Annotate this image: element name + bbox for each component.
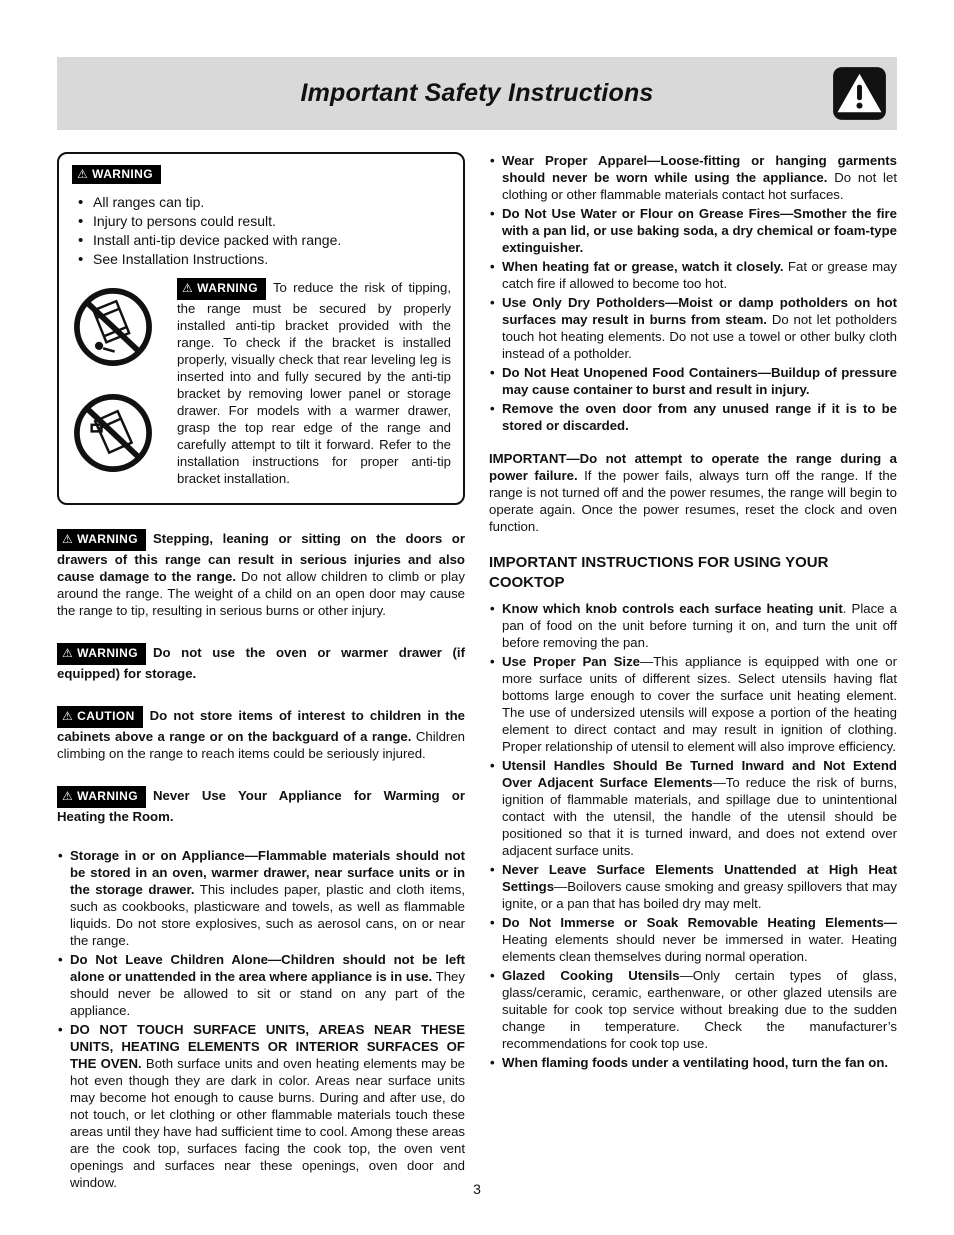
list-item xyxy=(489,914,897,965)
badge-label: WARNING xyxy=(197,281,258,295)
cooktop-section-heading: IMPORTANT INSTRUCTIONS FOR USING YOUR COOKTOP xyxy=(489,554,829,591)
notice-bold-text: Glazed Cooking Utensils xyxy=(502,968,680,983)
notice-bold-text: Storage in or on Appliance—Flammable materials should not be stored in an oven, warmer drawer, near surface units or in the storage drawer. xyxy=(70,848,465,897)
badge-label: WARNING xyxy=(77,532,138,546)
notice-bold-text: Do not store items of interest to children in the cabinets above a range or on the backguard of a range. xyxy=(57,708,465,744)
tip-over-hazard-icon-1 xyxy=(72,286,154,368)
list-item xyxy=(489,757,897,859)
notice-body-text: —To reduce the risk of burns, ignition of flammable materials, and spillage due to unintentional contact with the utensil, the handle of the utensil should be positioned so that it is turned inward, and does not extend over adjacent surface units. xyxy=(502,775,897,858)
notice-body-text: Heating elements should never be immersed in water. Heating elements clean themselves during normal operation. xyxy=(502,932,897,964)
warning-triangle-icon: ⚠ xyxy=(182,281,194,295)
notice-body-text: —This appliance is equipped with one or more surface units of different sizes. Select utensils having flat bottoms large enough to cover the surface unit heating element. The use of undersized utensils will expose a portion of the heating element to direct contact and may result in ignition of clothing. Proper relationship of utensil to element will also improve efficiency. xyxy=(502,654,897,754)
important-note xyxy=(489,450,897,535)
notice-bold-text: Use Only Dry Potholders—Moist or damp potholders on hot surfaces may result in burns from steam. xyxy=(502,295,897,327)
list-item xyxy=(489,400,897,434)
list-item xyxy=(489,294,897,362)
cooktop-bullet-list xyxy=(489,600,897,1071)
notice-bold-text: Never Leave Surface Elements Unattended at High Heat Settings xyxy=(502,862,897,894)
list-item xyxy=(489,861,897,912)
warning-badge xyxy=(72,165,161,184)
notice-bold-text: Do Not Leave Children Alone—Children should not be left alone or unattended in the area where appliance is in use. xyxy=(70,952,465,984)
notice-bold-text: Never Use Your Appliance for Warming or Heating the Room. xyxy=(57,788,465,824)
list-item xyxy=(489,258,897,292)
list-item xyxy=(57,1021,465,1191)
notice-bold-text: Do Not Heat Unopened Food Containers—Buildup of pressure may cause container to burst and result in injury. xyxy=(502,365,897,397)
right-column xyxy=(489,152,897,1193)
page-header xyxy=(57,57,897,130)
notice-bold-text: Remove the oven door from any unused range if it is to be stored or discarded. xyxy=(502,401,897,433)
warning-badge xyxy=(57,786,146,808)
safety-notice-paragraph xyxy=(57,643,465,682)
notice-body-text: If the power fails, always turn off the range. If the range is not turned off and the power resumes, the range will begin to operate again. Once the power resumes, reset the clock and oven function. xyxy=(489,468,897,534)
notice-bold-text: When heating fat or grease, watch it closely. xyxy=(502,259,784,274)
notice-bold-text: Do Not Immerse or Soak Removable Heating Elements— xyxy=(502,915,897,930)
page-number: 3 xyxy=(473,1181,481,1197)
notice-body-text: This includes paper, plastic and cloth items, such as cookbooks, plasticware and towels, as well as flammable liquids. Do not store explosives, such as aerosol cans, on or near the range. xyxy=(70,882,465,948)
left-column xyxy=(57,152,465,1193)
list-item xyxy=(489,205,897,256)
anti-tip-warning-text xyxy=(177,278,451,487)
list-item xyxy=(489,967,897,1052)
list-item: • Injury to persons could result. xyxy=(76,212,451,231)
page-title: Important Safety Instructions xyxy=(300,79,654,107)
warning-triangle-icon: ⚠ xyxy=(62,646,74,660)
warning-triangle-icon: ⚠ xyxy=(62,789,74,803)
badge-label: WARNING xyxy=(77,646,138,660)
list-item xyxy=(489,152,897,203)
content-columns xyxy=(57,152,897,1193)
notice-bold-text: Stepping, leaning or sitting on the doors or drawers of this range can result in serious injuries and also cause damage to the range. xyxy=(57,531,465,584)
tip-warning-body xyxy=(72,278,451,487)
warning-triangle-icon: ⚠ xyxy=(62,709,74,723)
badge-label: WARNING xyxy=(92,167,153,181)
caution-badge xyxy=(57,706,143,728)
notice-bold-text: Use Proper Pan Size xyxy=(502,654,640,669)
notice-body-text: To reduce the risk of tipping, the range must be secured by properly installed anti-tip bracket provided with the range. To check if the bracket is installed properly, visually check that rear leveling leg is inserted into and fully secured by the anti-tip bracket by removing lower panel or storage drawer. For models with a warmer drawer, grasp the top rear edge of the range and carefully attempt to tilt it forward. Refer to the installation instructions for proper anti-tip bracket installation. xyxy=(177,280,451,486)
notice-bold-text: Wear Proper Apparel—Loose-fitting or hanging garments should never be worn while using the appliance. xyxy=(502,153,897,185)
notice-body-text: Do not allow children to climb or play around the range. The weight of a child on an open door may cause the range to tip, resulting in serious burns or other injury. xyxy=(57,569,465,618)
list-item xyxy=(489,600,897,651)
badge-label: CAUTION xyxy=(77,709,135,723)
left-bullet-list xyxy=(57,847,465,1191)
notice-bold-text: Do not use the oven or warmer drawer (if equipped) for storage. xyxy=(57,645,465,681)
badge-label: WARNING xyxy=(77,789,138,803)
notice-body-text: —Boilovers cause smoking and greasy spillovers that may ignite, or a pan that has boiled dry may melt. xyxy=(502,879,897,911)
tip-bullet-list xyxy=(76,193,451,269)
list-item xyxy=(489,653,897,755)
notice-bold-text: Utensil Handles Should Be Turned Inward and Not Extend Over Adjacent Surface Elements xyxy=(502,758,897,790)
anti-tip-warning-box xyxy=(57,152,465,505)
notice-body-text: Do not let clothing or other flammable materials contact hot surfaces. xyxy=(502,170,897,202)
notice-bold-text: IMPORTANT—Do not attempt to operate the range during a power failure. xyxy=(489,451,897,483)
list-item: • See Installation Instructions. xyxy=(76,250,451,269)
list-item xyxy=(57,847,465,949)
notice-bold-text: Do Not Use Water or Flour on Grease Fires—Smother the fire with a pan lid, or use baking soda, a dry chemical or foam-type extinguisher. xyxy=(502,206,897,255)
notice-bold-text: Know which knob controls each surface heating unit xyxy=(502,601,843,616)
notice-body-text: Both surface units and oven heating elements may be hot even though they are dark in color. Areas near surface units may become hot enough to cause burns. During and after use, do not touch, or let clothing or other flammable materials touch these areas until they have had sufficient time to cool. Among these areas are the cook top, surfaces facing the cook top, the oven vent openings and surfaces near these openings, oven door and window. xyxy=(70,1056,465,1190)
list-item xyxy=(489,1054,897,1071)
notice-body-text: Do not let potholders touch hot heating elements. Do not use a towel or other bulky cloth instead of a potholder. xyxy=(502,312,898,361)
notice-bold-text: When flaming foods under a ventilating hood, turn the fan on. xyxy=(502,1055,889,1070)
list-item xyxy=(57,951,465,1019)
warning-badge xyxy=(57,529,146,551)
tip-hazard-figures xyxy=(72,278,168,487)
safety-notice-paragraph xyxy=(57,529,465,619)
list-item xyxy=(489,364,897,398)
notice-body-text: . Place a pan of food on the unit before turning it on, and turn the unit off before removing the pan. xyxy=(502,601,897,650)
warning-triangle-icon: ⚠ xyxy=(77,167,89,181)
warning-triangle-icon xyxy=(832,66,887,121)
list-item: • Install anti-tip device packed with range. xyxy=(76,231,451,250)
notice-bold-text: DO NOT TOUCH SURFACE UNITS, AREAS NEAR THESE UNITS, HEATING ELEMENTS OR INTERIOR SURFACES OF THE OVEN. xyxy=(70,1022,465,1071)
warning-badge xyxy=(57,643,146,665)
notice-body-text: Fat or grease may catch fire if allowed to become too hot. xyxy=(502,259,897,291)
warning-badge xyxy=(177,278,266,300)
tip-over-hazard-icon-2 xyxy=(72,392,154,474)
list-item: • All ranges can tip. xyxy=(76,193,451,212)
notice-body-text: Children climbing on the range to reach items could be seriously injured. xyxy=(57,729,465,761)
safety-notice-paragraph xyxy=(57,786,465,825)
warning-triangle-icon: ⚠ xyxy=(62,532,74,546)
caution-notice-paragraph xyxy=(57,706,465,762)
notice-body-text: —Only certain types of glass, glass/ceramic, ceramic, earthenware, or other glazed utensils are suitable for cook top service without breaking due to the sudden change in temperature. Check the manufacturer’s recommendations for cook top use. xyxy=(502,968,897,1051)
right-bullet-list xyxy=(489,152,897,434)
notice-body-text: They should never be allowed to sit or stand on any part of the appliance. xyxy=(70,969,465,1018)
